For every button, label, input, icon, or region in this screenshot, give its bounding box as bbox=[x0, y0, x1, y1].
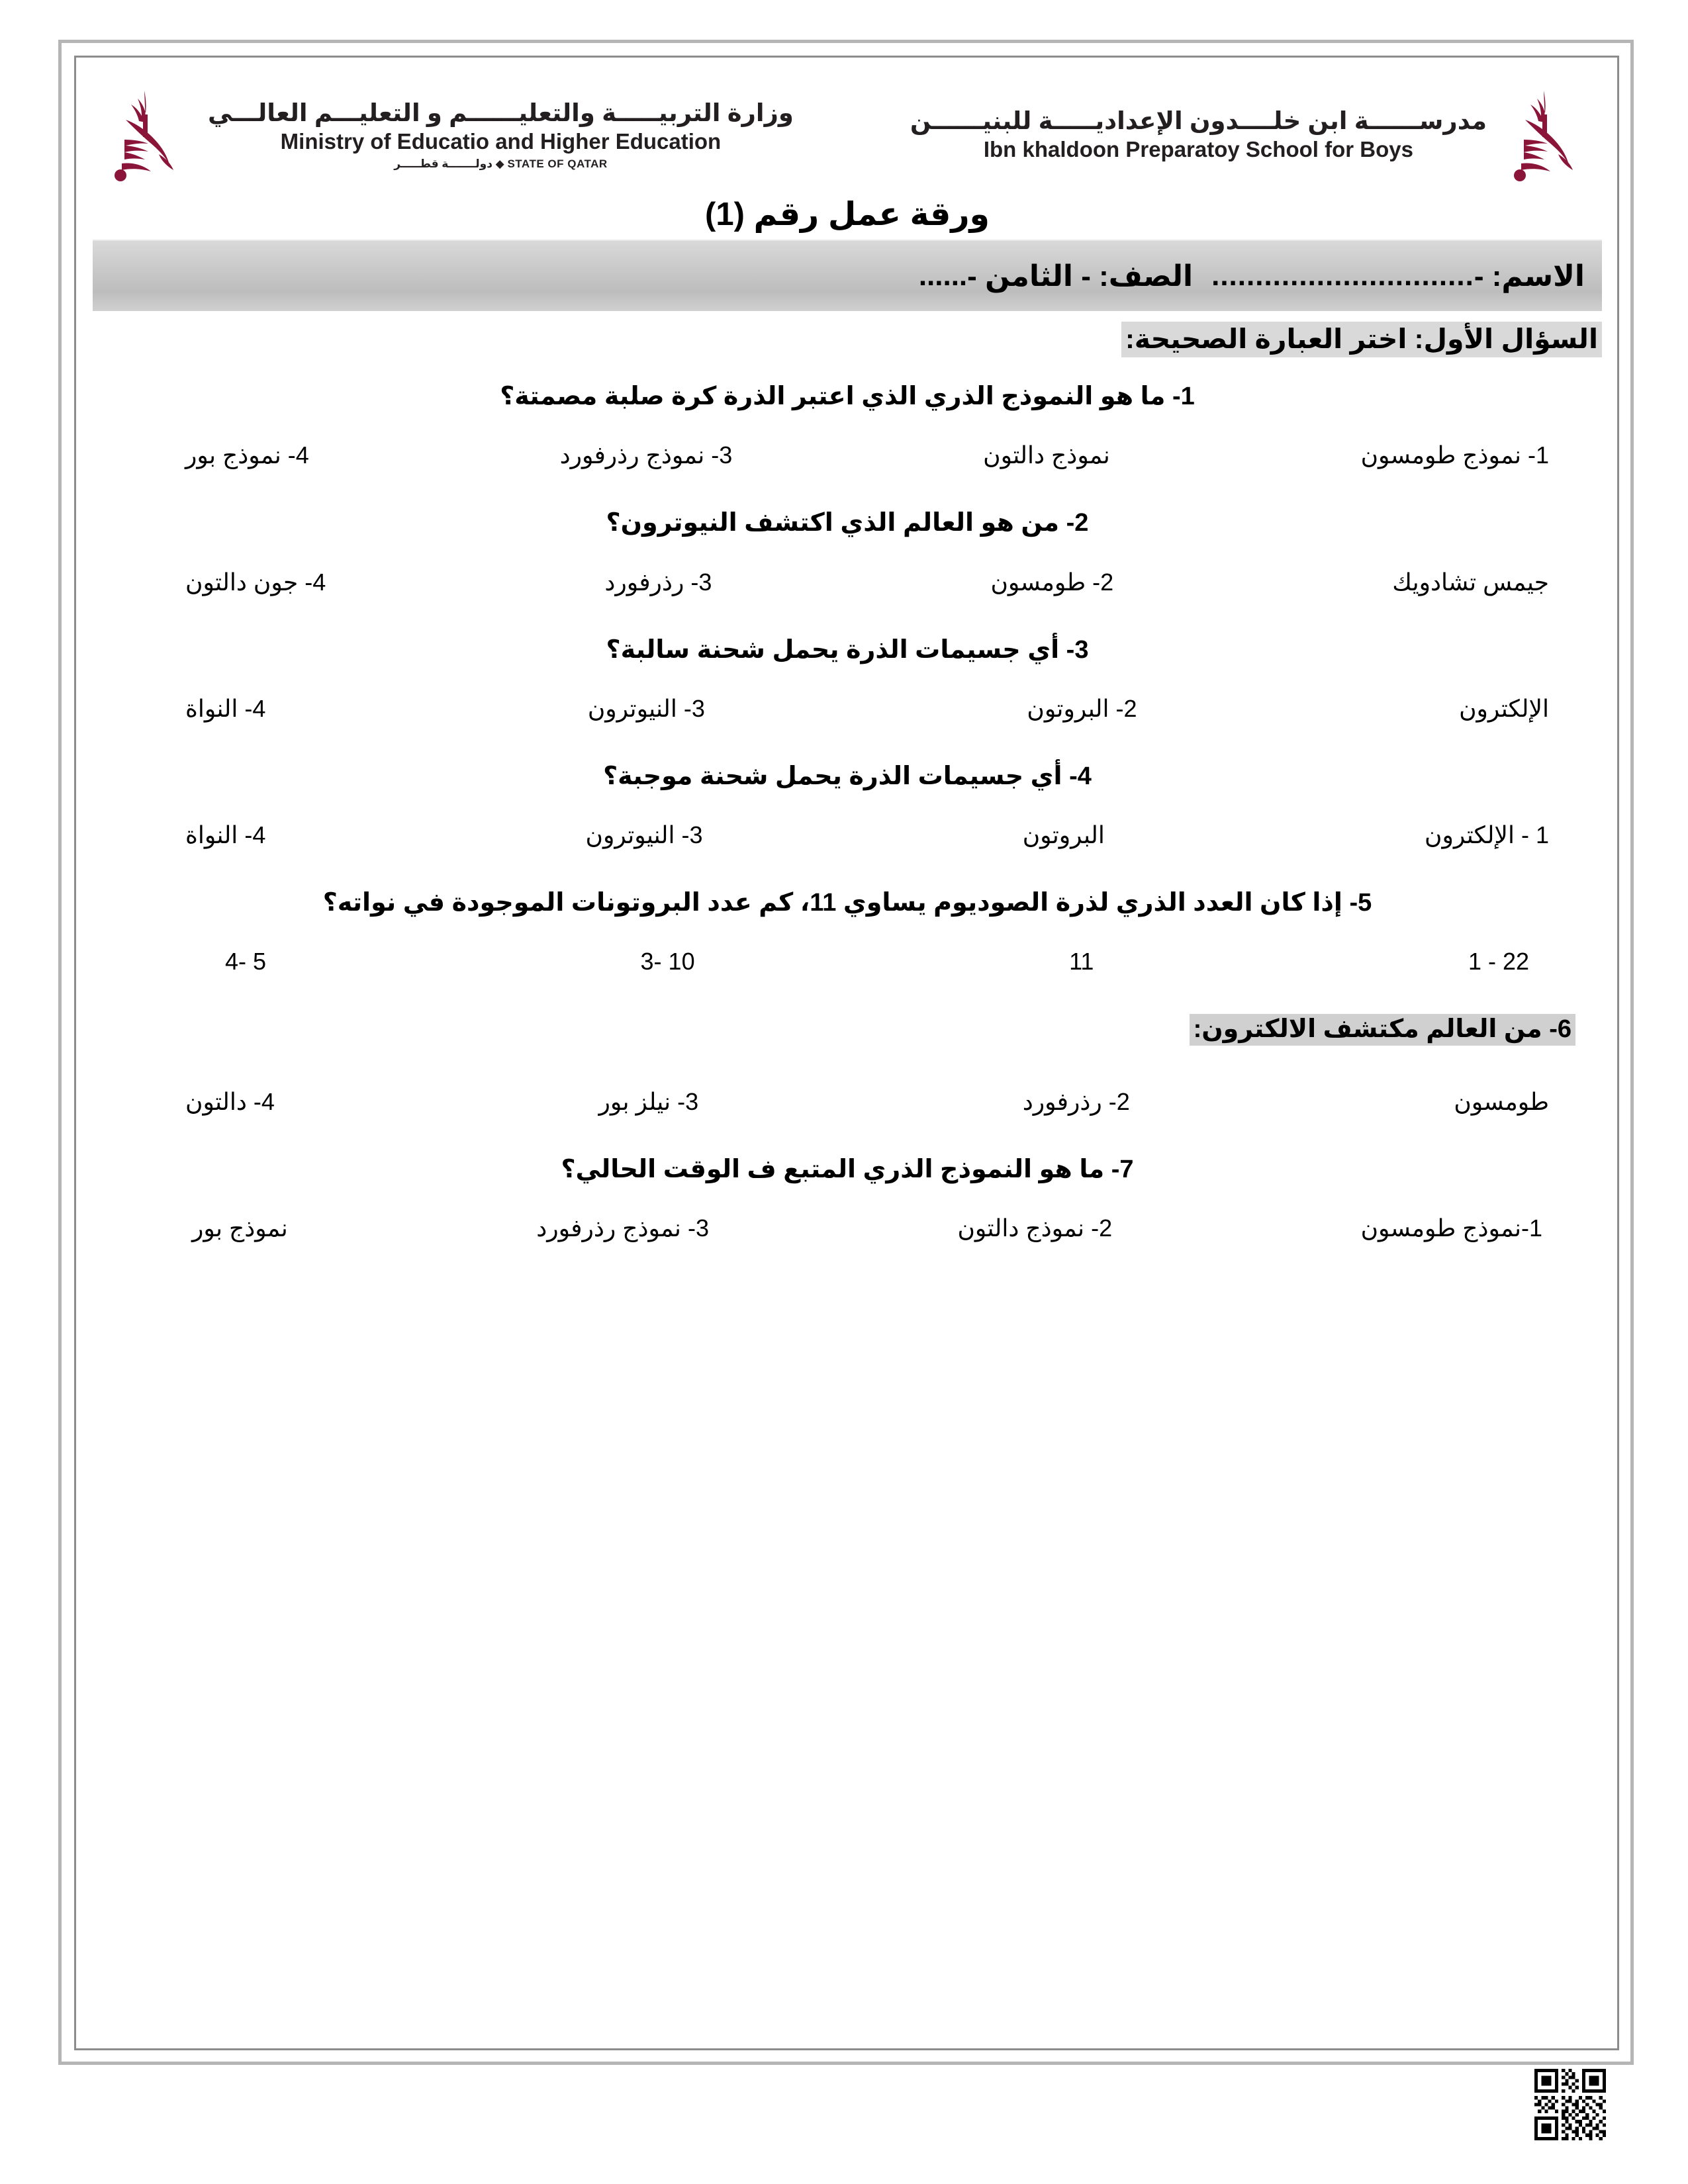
option-1[interactable]: 1-نموذج طومسون bbox=[1360, 1214, 1542, 1242]
option-4[interactable]: 4- نموذج بور bbox=[185, 441, 309, 469]
question-block bbox=[93, 1013, 1602, 1115]
question-options bbox=[93, 1214, 1602, 1242]
option-2-selected[interactable]: 11 bbox=[1069, 948, 1094, 976]
qr-code-icon bbox=[1534, 2069, 1606, 2140]
question-text: 3- أي جسيمات الذرة يحمل شحنة سالبة؟ bbox=[606, 635, 1089, 664]
question-block bbox=[93, 506, 1602, 596]
question-options bbox=[93, 569, 1602, 596]
ministry-state-line: دولـــــــة قطـــــر ◆ STATE OF QATAR bbox=[394, 157, 608, 170]
option-2[interactable]: 2- البروتون bbox=[1027, 694, 1137, 722]
option-4[interactable]: 4- النواة bbox=[185, 821, 266, 849]
section-heading-row bbox=[93, 322, 1602, 357]
option-4[interactable]: 4- جون دالتون bbox=[185, 568, 326, 596]
option-4[interactable]: 4- 5 bbox=[225, 948, 267, 976]
school-logo-block bbox=[910, 85, 1597, 185]
question-text: 2- من هو العالم الذي اكتشف النيوترون؟ bbox=[606, 509, 1089, 537]
student-info-bar bbox=[93, 240, 1602, 311]
option-1[interactable]: 1- نموذج طومسون bbox=[1360, 441, 1549, 469]
option-4[interactable]: 4- النواة bbox=[185, 694, 266, 722]
section-heading: السؤال الأول: اختر العبارة الصحيحة: bbox=[1121, 322, 1602, 357]
option-3[interactable]: 3- النيوترون bbox=[585, 821, 703, 849]
option-2[interactable]: 2- طومسون bbox=[990, 568, 1114, 596]
option-2-selected[interactable]: البروتون bbox=[1023, 821, 1105, 849]
selection-ellipse bbox=[147, 1210, 185, 1250]
option-2[interactable]: 2- نموذج دالتون bbox=[957, 1214, 1113, 1242]
ministry-text bbox=[208, 99, 794, 171]
class-label: الصف: - الثامن - bbox=[967, 259, 1194, 293]
option-2-selected[interactable]: نموذج دالتون bbox=[983, 441, 1110, 469]
selection-ellipse bbox=[1413, 689, 1451, 733]
question-text: 4- أي جسيمات الذرة يحمل شحنة موجبة؟ bbox=[603, 762, 1092, 790]
option-3[interactable]: 3- 10 bbox=[640, 948, 695, 976]
question-options bbox=[93, 695, 1602, 723]
question-text: 5- إذا كان العدد الذري لذرة الصوديوم يساوي 11، كم عدد البروتونات الموجودة في نواته؟ bbox=[322, 889, 1372, 917]
question-block bbox=[93, 1153, 1602, 1242]
school-text bbox=[910, 107, 1487, 163]
document-header bbox=[86, 66, 1609, 189]
option-2[interactable]: 2- رذرفورد bbox=[1022, 1087, 1130, 1115]
option-3[interactable]: 3- نموذج رذرفورد bbox=[559, 441, 733, 469]
school-emblem-icon bbox=[1497, 85, 1597, 185]
selection-ellipse bbox=[935, 437, 976, 478]
question-block bbox=[93, 633, 1602, 723]
name-input-dots[interactable]: .............................. bbox=[1211, 259, 1474, 292]
option-3[interactable]: 3- نموذج رذرفورد bbox=[536, 1214, 709, 1242]
option-4-selected[interactable]: نموذج بور bbox=[192, 1214, 288, 1242]
question-block bbox=[93, 760, 1602, 849]
ministry-logo-block bbox=[98, 85, 794, 185]
question-options bbox=[93, 821, 1602, 849]
option-1-selected[interactable]: الإلكترون bbox=[1459, 695, 1549, 723]
question-options bbox=[93, 441, 1602, 469]
option-1[interactable]: 1 - 22 bbox=[1468, 948, 1529, 976]
selection-ellipse bbox=[1031, 937, 1066, 987]
qatar-emblem-icon bbox=[98, 85, 197, 185]
question-text-highlighted bbox=[93, 1013, 1602, 1046]
ministry-name-arabic: وزارة التربيـــــة والتعليــــــم و التعليـــم العالـــي bbox=[208, 99, 794, 127]
class-input-dots[interactable]: ...... bbox=[918, 259, 968, 292]
question-text: 7- ما هو النموذج الذري المتبع ف الوقت الحالي؟ bbox=[561, 1155, 1134, 1183]
option-4[interactable]: 4- دالتون bbox=[185, 1087, 275, 1115]
school-name-arabic: مدرســــــة ابن خلــــدون الإعداديـــــة للبنيــــــن bbox=[910, 107, 1487, 135]
option-1-selected[interactable]: طومسون bbox=[1454, 1088, 1549, 1116]
question-text: 1- ما هو النموذج الذري الذي اعتبر الذرة كرة صلبة مصمتة؟ bbox=[500, 383, 1195, 410]
option-3[interactable]: 3- رذرفورد bbox=[604, 568, 712, 596]
worksheet-content bbox=[86, 66, 1609, 2038]
selection-ellipse bbox=[974, 818, 1017, 858]
name-label: الاسم: - bbox=[1474, 259, 1585, 293]
school-name-english: Ibn khaldoon Preparatoy School for Boys bbox=[983, 136, 1413, 161]
question-block bbox=[93, 886, 1602, 976]
question-block bbox=[93, 380, 1602, 469]
option-1-selected[interactable]: جيمس تشادويك bbox=[1392, 569, 1549, 596]
option-1[interactable]: 1 - الإلكترون bbox=[1425, 821, 1549, 849]
option-3[interactable]: 3- النيوترون bbox=[587, 694, 705, 722]
question-options bbox=[93, 1088, 1602, 1116]
questions-list bbox=[93, 357, 1602, 1242]
selection-ellipse bbox=[1348, 562, 1385, 607]
highlight-mark: 6- من العالم مكتشف الالكترون: bbox=[1190, 1014, 1575, 1046]
option-3[interactable]: 3- نيلز بور bbox=[598, 1087, 699, 1115]
question-options bbox=[93, 948, 1602, 976]
page-title: ورقة عمل رقم (1) bbox=[705, 197, 990, 232]
ministry-name-english: Ministry of Educatio and Higher Education bbox=[280, 128, 722, 154]
